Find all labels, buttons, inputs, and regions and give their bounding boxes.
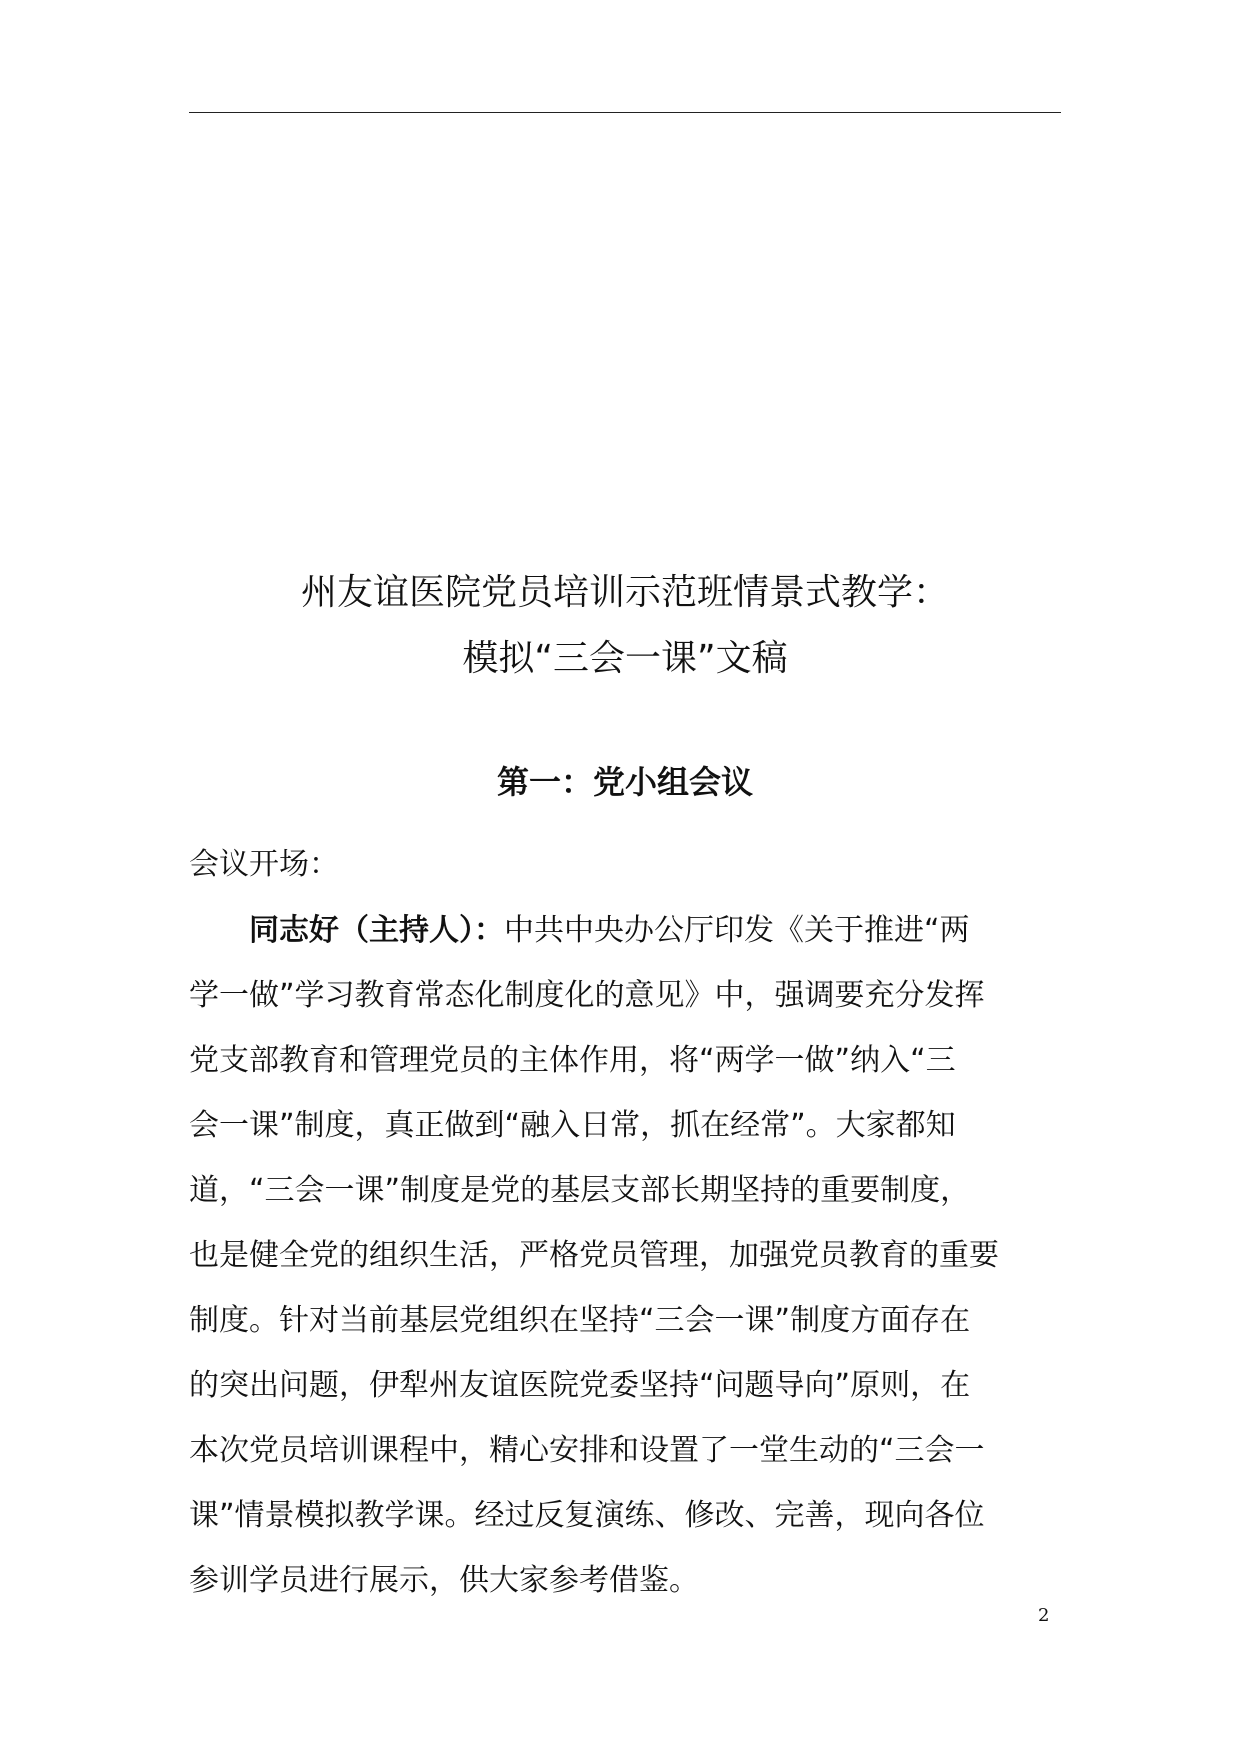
- body-line: 的突出问题，伊犁州友谊医院党委坚持“问题导向”原则，在: [189, 1368, 971, 1403]
- opening-label: 会议开场：: [189, 847, 339, 882]
- body-line: 本次党员培训课程中，精心安排和设置了一堂生动的“三会一: [189, 1433, 985, 1468]
- body-line: 参训学员进行展示，供大家参考借鉴。: [189, 1563, 699, 1598]
- body-line: 学一做”学习教育常态化制度化的意见》中，强调要充分发挥: [189, 978, 985, 1013]
- header-rule: [189, 112, 1061, 113]
- section-heading: 第一：党小组会议: [496, 763, 753, 801]
- body-paragraph: [189, 898, 1065, 1613]
- body-line: [189, 898, 1065, 963]
- body-line-text: 中共中央办公厅印发《关于推进“两: [504, 913, 970, 948]
- speaker-label: 同志好（主持人）：: [249, 913, 504, 948]
- page-number: 2: [1038, 1605, 1050, 1626]
- title-line-2: 模拟“三会一课”文稿: [462, 638, 788, 679]
- title-line-1: 州友谊医院党员培训示范班情景式教学：: [300, 572, 949, 613]
- document-title: [189, 560, 1061, 692]
- body-line: 课”情景模拟教学课。经过反复演练、修改、完善，现向各位: [189, 1498, 985, 1533]
- body-line: 党支部教育和管理党员的主体作用，将“两学一做”纳入“三: [189, 1043, 956, 1078]
- body-line: 也是健全党的组织生活，严格党员管理，加强党员教育的重要: [189, 1238, 999, 1273]
- body-line: 道，“三会一课”制度是党的基层支部长期坚持的重要制度，: [189, 1173, 971, 1208]
- body-line: 会一课”制度，真正做到“融入日常，抓在经常”。大家都知: [189, 1108, 956, 1143]
- body-line: 制度。针对当前基层党组织在坚持“三会一课”制度方面存在: [189, 1303, 971, 1338]
